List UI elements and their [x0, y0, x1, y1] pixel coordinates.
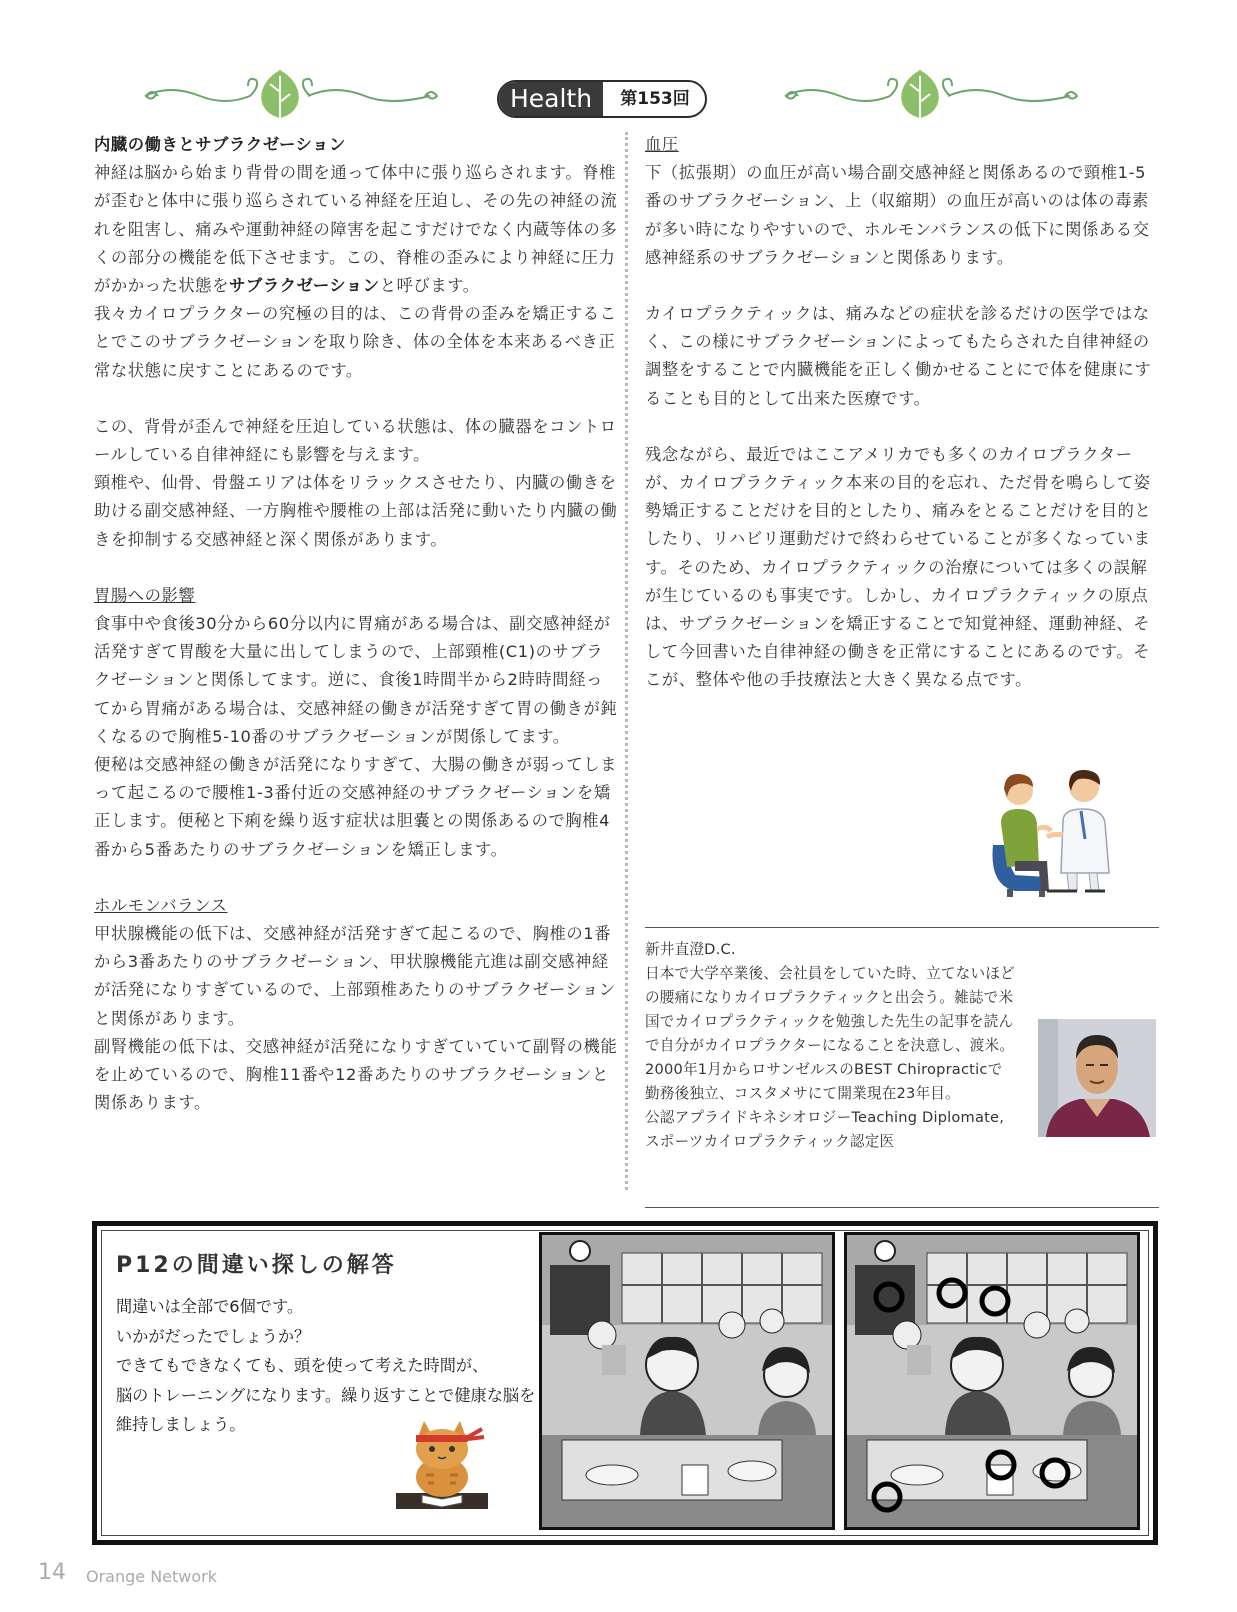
- puzzle-line: 維持しましょう。: [116, 1415, 246, 1434]
- puzzle-image-original: [539, 1232, 835, 1530]
- paragraph: 食事中や食後30分から60分以内に胃痛がある場合は、副交感神経が活発すぎて胃酸を大量に出してしまうので、上部頸椎(C1)のサブラクゼーションと関係してます。逆に、食後1時間半から2時時間経ってから胃痛がある場合は、交感神経の働きが活発すぎて胃の働きが鈍くなるので胸椎5-10番のサブラクゼーションが関係してます。: [94, 614, 618, 746]
- magazine-name: Orange Network: [86, 1567, 218, 1586]
- page-number: 14: [38, 1560, 66, 1585]
- paragraph: 便秘は交感神経の働きが活発になりすぎて、大腸の働きが弱ってしまって起こるので腰椎1-3番付近の交感神経のサブラクゼーションを矯正します。便秘と下痢を繰り返す症状は胆嚢との関係あるので胸椎4番から5番あたりのサブラクゼーションを矯正します。: [94, 755, 617, 859]
- column-divider: [625, 132, 628, 1190]
- doctor-patient-illustration: [985, 765, 1135, 900]
- puzzle-line: できてもできなくても、頭を使って考えた時間が、: [116, 1356, 489, 1375]
- puzzle-line: 脳のトレーニングになります。繰り返すことで健康な脳を: [116, 1385, 536, 1405]
- paragraph: 副腎機能の低下は、交感神経が活発になりすぎていていて副腎の機能を止めているので、胸椎11番や12番あたりのサブラクゼーションと関係あります。: [94, 1036, 618, 1113]
- paragraph: カイロプラクティックは、痛みなどの症状を診るだけの医学ではなく、この様にサブラクゼーションによってもたらされた自律神経の調整をすることで内臓機能を正しく働かせることにで体を健康にすることも目的として出来た医療です。: [645, 304, 1152, 408]
- bold-term: サブラクゼーション: [229, 276, 380, 296]
- paragraph: 我々カイロプラクターの究極の目的は、この背骨の歪みを矯正することでこのサブラクゼーションを取り除き、体の全体を本来あるべき正常な状態に戻すことにあるのです。: [94, 304, 617, 380]
- paragraph-text: 神経は脳から始まり背骨の間を通って体中に張り巡らされます。脊椎が歪むと体中に張り巡らされている神経を圧迫し、その先の神経の流れを阻害し、痛みや運動神経の障害を起こすだけでなく内蔵等体の多くの部分の機能を低下させます。この、脊椎の歪みにより神経に圧力がかかった状態を: [94, 163, 618, 296]
- leaf-ornament-left: [140, 62, 440, 124]
- puzzle-image-answers: [844, 1232, 1140, 1530]
- puzzle-title: P12の間違い探しの解答: [116, 1253, 397, 1278]
- author-rule-top: [645, 927, 1159, 928]
- author-credentials: 公認アプライドキネシオロジーTeaching Diplomate, スポーツカイロプラクティック認定医: [645, 1109, 1005, 1150]
- paragraph-text: と呼びます。: [379, 276, 480, 296]
- paragraph: この、背骨が歪んで神経を圧迫している状態は、体の臓器をコントロールしている自律神経にも影響を与えます。: [94, 416, 617, 465]
- puzzle-line: 間違いは全部で6個です。: [116, 1297, 304, 1316]
- paragraph: 頸椎や、仙骨、骨盤エリアは体をリラックスさせたり、内臓の働きを助ける副交感神経、一方胸椎や腰椎の上部は活発に動いたり内臓の働きを抑制する交感神経と深く関係があります。: [94, 473, 618, 549]
- author-photo: [1038, 1019, 1156, 1137]
- paragraph: 残念ながら、最近ではここアメリカでも多くのカイロプラクターが、カイロプラクティック本来の目的を忘れ、ただ骨を鳴らして姿勢矯正することだけを目的としたり、痛みをとることだけを目的としたり、リハビリ運動だけで終わらせていることが多くなっています。そのため、カイロプラクティックの治療については多くの誤解が生じているのも事実です。しかし、カイロプラクティックの原点は、サブラクゼーションを矯正することで知覚神経、運動神経、そして今回書いた自律神経の働きを正常にすることにあるのです。そこが、整体や他の手技療法と大きく異なる点です。: [645, 444, 1152, 690]
- puzzle-line: いかがだったでしょうか？: [116, 1326, 311, 1346]
- issue-number: 第153回: [620, 89, 690, 109]
- left-column: [94, 131, 619, 1118]
- section-badge: [497, 80, 707, 118]
- author-rule-bottom: [645, 1207, 1159, 1208]
- paragraph: 下（拡張期）の血圧が高い場合副交感神経と関係あるので頸椎1-5番のサブラクゼーション、上（収縮期）の血圧が高いのは体の毒素が多い時になりやすいので、ホルモンバランスの低下に関係ある交感神経系のサブラクゼーションと関係あります。: [645, 163, 1150, 267]
- badge-label: Health: [499, 82, 603, 116]
- section-title-blood-pressure: 血圧: [645, 135, 679, 154]
- author-bio: [645, 938, 1015, 1154]
- leaf-ornament-right: [780, 62, 1080, 124]
- author-name: 新井直澄D.C.: [645, 941, 736, 958]
- section-title-hormone: ホルモンバランス: [94, 895, 228, 915]
- section-title-subluxation: 内臓の働きとサブラクゼーション: [94, 135, 346, 154]
- studying-cat-illustration: [392, 1415, 492, 1515]
- author-biography: 日本で大学卒業後、会社員をしていた時、立てないほどの腰痛になりカイロプラクティックと出会う。雑誌で米国でカイロプラクティックを勉強した先生の記事を読んで自分がカイロプラクターになることを決意し、渡米。2000年1月からロサンゼルスのBEST Chiropracticで勤務後独立、コスタメサにて開業現在23年目。: [645, 965, 1015, 1102]
- paragraph: 甲状腺機能の低下は、交感神経が活発すぎて起こるので、胸椎の1番から3番あたりのサブラクゼーション、甲状腺機能亢進は副交感神経が活発になりすぎているので、上部頸椎あたりのサブラクゼーションと関係があります。: [94, 924, 616, 1028]
- right-column: [645, 131, 1160, 695]
- paragraph: [94, 159, 619, 300]
- section-title-digestive: 胃腸への影響: [94, 585, 196, 605]
